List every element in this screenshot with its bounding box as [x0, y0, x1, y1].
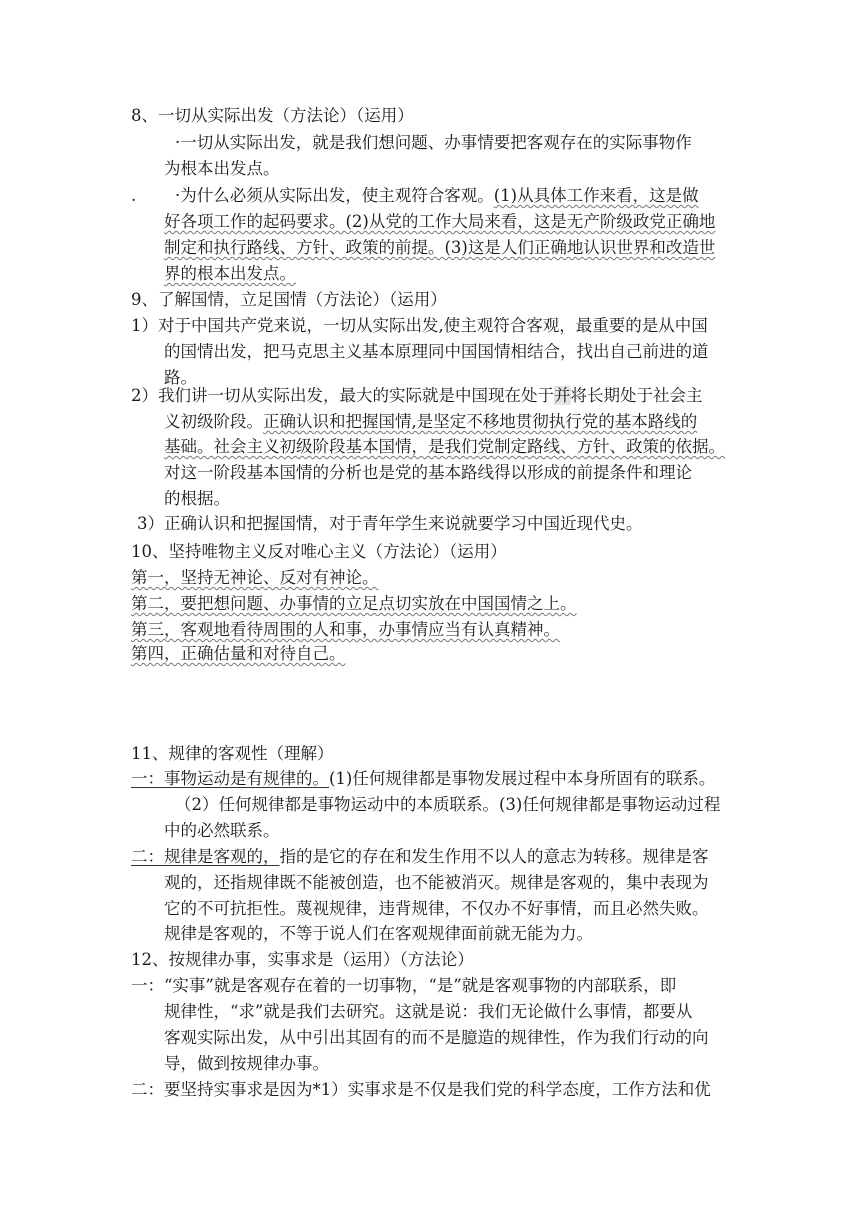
s8-point1-line2: 为根本出发点。	[164, 159, 280, 178]
s12-b-line1: 二：要坚持实事求是因为*1）实事求是不仅是我们党的科学态度，工作方法和优	[131, 1080, 711, 1099]
s11-a-line3: 中的必然联系。	[164, 821, 280, 840]
s12-a-line2: 规律性，“求”就是我们去研究。这就是说：我们无论做什么事情，都要从	[164, 1002, 693, 1021]
s9-item3: 3）正确认识和把握国情，对于青年学生来说就要学习中国近现代史。	[137, 514, 643, 533]
s10-line1: 第一，坚持无神论、反对有神论。	[131, 568, 379, 587]
s9-item1-line3: 路。	[164, 368, 197, 387]
s11-b-line1-a: 二：规律是客观的，	[131, 847, 280, 866]
s11-b-line1	[131, 845, 709, 869]
s9-item2-line1-c: 将长期处于社会主	[570, 386, 703, 405]
s10-line3: 第三，客观地看待周围的人和事，办事情应当有认真精神。	[131, 620, 560, 639]
s9-item1-line2: 的国情出发，把马克思主义基本原理同中国国情相结合，找出自己前进的道	[164, 342, 709, 361]
s12-a-line4: 导，做到按规律办事。	[164, 1054, 329, 1073]
s11-a-line2: （2）任何规律都是事物运动中的本质联系。(3)任何规律都是事物运动过程	[175, 795, 721, 814]
section-10-title: 10、坚持唯物主义反对唯心主义（方法论）（运用）	[131, 542, 507, 561]
s8-point2-line4: 界的根本出发点。	[164, 264, 296, 283]
s11-a-line1-a: 一：事物运动是有规律的。	[131, 769, 329, 788]
s9-item2-line3: 基础。社会主义初级阶段基本国情，是我们党制定路线、方针、政策的依据。	[164, 437, 725, 456]
s11-a-line1	[131, 767, 715, 791]
s11-b-line2: 观的，还指规律既不能被创造，也不能被消灭。规律是客观的，集中表现为	[164, 873, 709, 892]
section-9-title: 9、了解国情，立足国情（方法论）（运用）	[131, 290, 447, 309]
s9-item2-line1	[131, 384, 703, 408]
s9-item1-line1: 1）对于中国共产党来说，一切从实际出发,使主观符合客观，最重要的是从中国	[131, 316, 708, 335]
s9-item2-line1-a: 2）我们讲一切从实际出发，最大的实际就是中国现在处于	[131, 386, 554, 405]
s9-item2-line2-a: 义初级阶段。	[164, 412, 263, 431]
s11-b-line4: 规律是客观的，不等于说人们在客观规律面前就无能为力。	[164, 924, 593, 943]
s9-item2-line5: 的根据。	[164, 489, 230, 508]
s11-a-line1-b: (1)任何规律都是事物发展过程中本身所固有的联系。	[329, 769, 716, 788]
s8-point2-line1-a: ·为什么必须从实际出发，使主观符合客观。	[175, 186, 494, 205]
s11-b-line1-b: 指的是它的存在和发生作用不以人的意志为转移。规律是客	[279, 847, 709, 866]
highlighted-char: 并	[554, 386, 571, 405]
s12-a-line3: 客观实际出发，从中引出其固有的而不是臆造的规律性，作为我们行动的向	[164, 1028, 709, 1047]
s10-line2: 第二，要把想问题、办事情的立足点切实放在中国国情之上。	[131, 594, 577, 613]
s8-point2-line2: 好各项工作的起码要求。(2)从党的工作大局来看，这是无产阶级政党正确地	[164, 212, 716, 231]
s12-a-line1: 一：“实事”就是客观存在着的一切事物，“是”就是客观事物的内部联系，即	[131, 976, 677, 995]
s11-b-line3: 它的不可抗拒性。蔑视规律，违背规律，不仅办不好事情，而且必然失败。	[164, 899, 709, 918]
s8-point1-line1: ·一切从实际出发，就是我们想问题、办事情要把客观存在的实际事物作	[175, 133, 692, 152]
s9-item2-line4: 对这一阶段基本国情的分析也是党的基本路线得以形成的前提条件和理论	[164, 463, 692, 482]
stray-dot: .	[131, 186, 137, 205]
section-8-title: 8、一切从实际出发（方法论）（运用）	[131, 106, 414, 125]
section-12-title: 12、按规律办事，实事求是（运用）（方法论）	[131, 950, 474, 969]
s9-item2-line2-b: 正确认识和把握国情,是坚定不移地贯彻执行党的基本路线的	[263, 412, 698, 431]
s10-line4: 第四，正确估量和对待自己。	[131, 644, 346, 663]
section-11-title: 11、规律的客观性（理解）	[131, 744, 334, 763]
s8-point2-line1-b: (1)从具体工作来看，这是做	[493, 186, 699, 205]
s8-point2-line3: 制定和执行路线、方针、政策的前提。(3)这是人们正确地认识世界和改造世	[164, 238, 716, 257]
s9-item2-line2	[164, 410, 697, 434]
s8-point2-line1	[175, 184, 699, 208]
